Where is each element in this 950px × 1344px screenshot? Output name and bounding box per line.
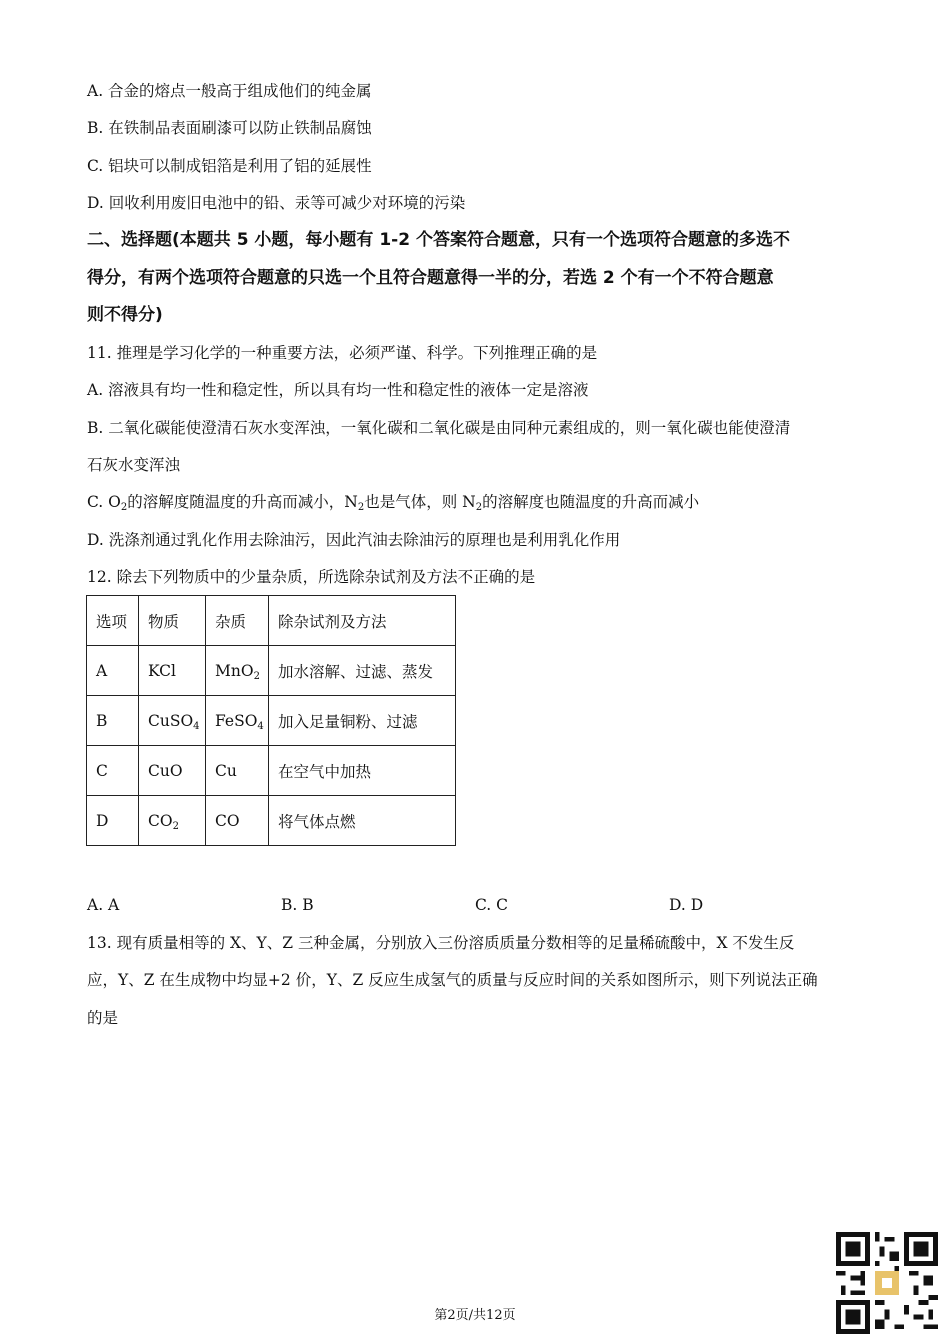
section-heading-line2: 得分，有两个选项符合题意的只选一个且符合题意得一半的分，若选 2 个有一个不符合题意 — [87, 268, 774, 288]
impurity-cell: FeSO$_4$ — [206, 696, 269, 746]
substance-cell: CuO — [139, 746, 206, 796]
q11-option-b-line2: 石灰水变浑浊 — [87, 456, 181, 474]
option-cell: B — [87, 696, 139, 746]
table-row — [87, 646, 456, 696]
q13-stem-line3: 的是 — [87, 1009, 119, 1027]
method-cell: 加水溶解、过滤、蒸发 — [269, 646, 456, 696]
option-cell: C — [87, 746, 139, 796]
q12-table — [86, 595, 456, 846]
q10-option-b: B. 在铁制品表面刷漆可以防止铁制品腐蚀 — [87, 119, 372, 137]
q12-answer-a: A. A — [87, 896, 120, 914]
impurity-cell: CO — [206, 796, 269, 846]
q11-option-a: A. 溶液具有均一性和稳定性，所以具有均一性和稳定性的液体一定是溶液 — [87, 381, 589, 399]
impurity-cell: MnO$_2$ — [206, 646, 269, 696]
q11-stem: 11. 推理是学习化学的一种重要方法，必须严谨、科学。下列推理正确的是 — [87, 344, 598, 362]
method-cell: 加入足量铜粉、过滤 — [269, 696, 456, 746]
method-cell: 在空气中加热 — [269, 746, 456, 796]
q13-stem-line2: 应，Y、Z 在生成物中均显+2 价，Y、Z 反应生成氢气的质量与反应时间的关系如图所示，则下列说法正确 — [87, 971, 818, 989]
section-heading-line1: 二、选择题(本题共 5 小题，每小题有 1-2 个答案符合题意，只有一个选项符合题意的多选不 — [87, 230, 790, 250]
table-header-row — [87, 596, 456, 646]
header-cell: 杂质 — [206, 596, 269, 646]
option-cell: D — [87, 796, 139, 846]
substance-cell: KCl — [139, 646, 206, 696]
q12-answer-d: D. D — [669, 896, 704, 914]
method-cell: 将气体点燃 — [269, 796, 456, 846]
table-row — [87, 696, 456, 746]
q11-option-c: C. $O_2$的溶解度随温度的升高而减小，$N_2$也是气体，则 $N_2$的溶解度也随温度的升高而减小 — [87, 493, 700, 513]
q13-stem-line1: 13. 现有质量相等的 X、Y、Z 三种金属，分别放入三份溶质质量分数相等的足量稀硫酸中，X 不发生反 — [87, 934, 795, 952]
page-footer: 第2页/共12页 — [434, 1308, 516, 1323]
q11-option-d: D. 洗涤剂通过乳化作用去除油污，因此汽油去除油污的原理也是利用乳化作用 — [87, 531, 621, 549]
q11-option-b-line1: B. 二氧化碳能使澄清石灰水变浑浊，一氧化碳和二氧化碳是由同种元素组成的，则一氧化碳也能使澄清 — [87, 419, 791, 437]
table-row — [87, 746, 456, 796]
option-cell: A — [87, 646, 139, 696]
q10-option-d: D. 回收利用废旧电池中的铅、汞等可减少对环境的污染 — [87, 194, 466, 212]
table-row — [87, 796, 456, 846]
section-heading-line3: 则不得分) — [87, 305, 163, 325]
header-cell: 选项 — [87, 596, 139, 646]
q10-option-c: C. 铝块可以制成铝箔是利用了铝的延展性 — [87, 157, 372, 175]
header-cell: 物质 — [139, 596, 206, 646]
substance-cell: CuSO$_4$ — [139, 696, 206, 746]
substance-cell: $CO_2$ — [139, 796, 206, 846]
header-cell: 除杂试剂及方法 — [269, 596, 456, 646]
q12-answer-c: C. C — [475, 896, 509, 914]
q10-option-a: A. 合金的熔点一般高于组成他们的纯金属 — [87, 82, 372, 100]
impurity-cell: Cu — [206, 746, 269, 796]
q12-answer-b: B. B — [281, 896, 314, 914]
q12-stem: 12. 除去下列物质中的少量杂质，所选除杂试剂及方法不正确的是 — [87, 568, 536, 586]
